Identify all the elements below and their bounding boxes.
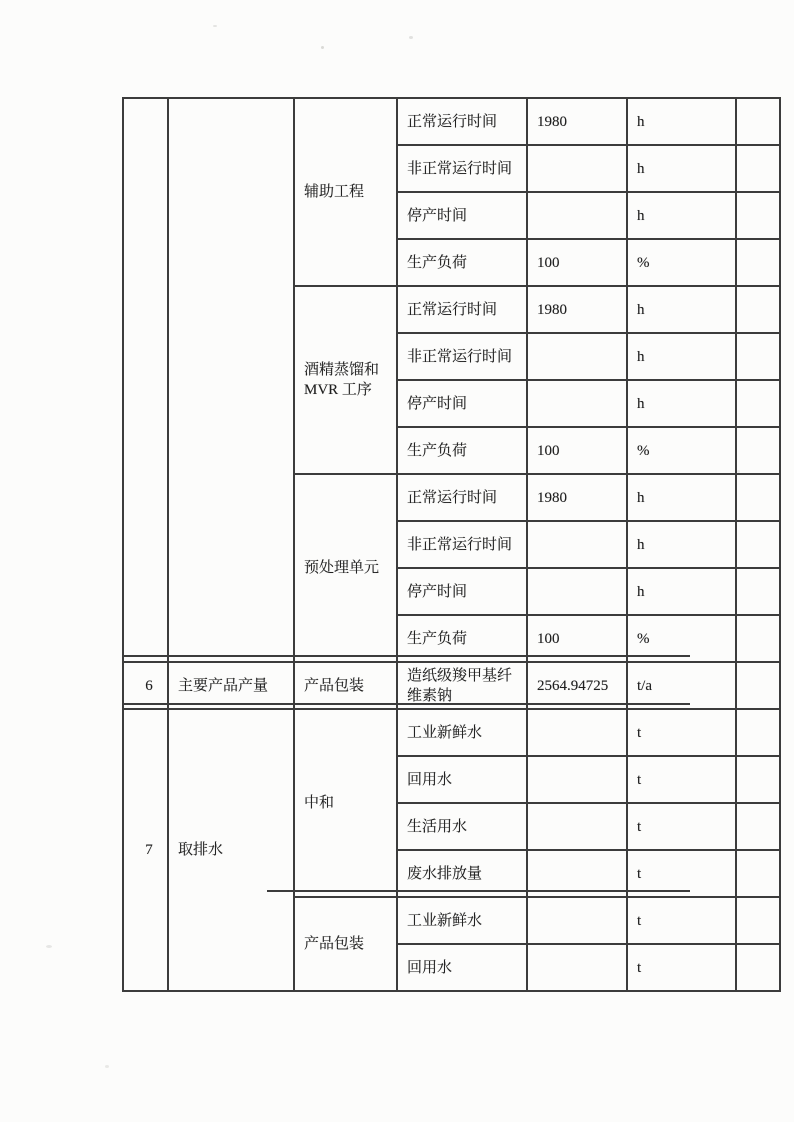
cell-note bbox=[736, 333, 780, 380]
scan-speck bbox=[409, 36, 413, 39]
cell-unit: t bbox=[627, 944, 736, 991]
cell-note bbox=[736, 380, 780, 427]
cell-unit: % bbox=[627, 427, 736, 474]
cell-value bbox=[527, 333, 627, 380]
cell-note bbox=[736, 944, 780, 991]
cell-index bbox=[123, 98, 168, 662]
cell-unit: h bbox=[627, 521, 736, 568]
cell-note bbox=[736, 709, 780, 756]
cell-value bbox=[527, 380, 627, 427]
cell-value bbox=[527, 803, 627, 850]
scan-speck bbox=[321, 46, 324, 49]
cell-note bbox=[736, 897, 780, 944]
cell-value bbox=[527, 521, 627, 568]
scan-double-line bbox=[122, 655, 690, 657]
cell-unit: h bbox=[627, 145, 736, 192]
cell-value: 1980 bbox=[527, 286, 627, 333]
cell-note bbox=[736, 239, 780, 286]
cell-unit: t bbox=[627, 850, 736, 897]
cell-parameter: 工业新鲜水 bbox=[397, 897, 527, 944]
cell-value bbox=[527, 145, 627, 192]
cell-note bbox=[736, 803, 780, 850]
cell-parameter: 正常运行时间 bbox=[397, 474, 527, 521]
cell-value bbox=[527, 568, 627, 615]
cell-value: 1980 bbox=[527, 98, 627, 145]
cell-index: 7 bbox=[123, 709, 168, 991]
cell-parameter: 停产时间 bbox=[397, 380, 527, 427]
cell-unit: t bbox=[627, 709, 736, 756]
cell-unit: t/a bbox=[627, 662, 736, 709]
cell-parameter: 停产时间 bbox=[397, 192, 527, 239]
cell-process: 产品包装 bbox=[294, 897, 397, 991]
scan-double-line bbox=[122, 703, 690, 705]
cell-note bbox=[736, 145, 780, 192]
cell-index: 6 bbox=[123, 662, 168, 709]
table-row bbox=[123, 98, 780, 145]
cell-unit: h bbox=[627, 98, 736, 145]
cell-parameter: 生产负荷 bbox=[397, 239, 527, 286]
cell-parameter: 回用水 bbox=[397, 944, 527, 991]
cell-unit: h bbox=[627, 474, 736, 521]
scan-speck bbox=[737, 470, 740, 473]
cell-process: 产品包装 bbox=[294, 662, 397, 709]
cell-process: 辅助工程 bbox=[294, 98, 397, 286]
cell-parameter: 正常运行时间 bbox=[397, 98, 527, 145]
cell-unit: h bbox=[627, 333, 736, 380]
scan-double-line bbox=[267, 890, 690, 892]
cell-unit: % bbox=[627, 239, 736, 286]
cell-value: 2564.94725 bbox=[527, 662, 627, 709]
cell-note bbox=[736, 662, 780, 709]
cell-process: 中和 bbox=[294, 709, 397, 897]
cell-value: 100 bbox=[527, 239, 627, 286]
cell-note bbox=[736, 521, 780, 568]
cell-unit: t bbox=[627, 756, 736, 803]
cell-note bbox=[736, 474, 780, 521]
cell-parameter: 造纸级羧甲基纤维素钠 bbox=[397, 662, 527, 709]
scan-speck bbox=[213, 25, 217, 27]
cell-value bbox=[527, 709, 627, 756]
cell-note bbox=[736, 615, 780, 662]
cell-value bbox=[527, 192, 627, 239]
cell-unit: t bbox=[627, 897, 736, 944]
cell-unit: h bbox=[627, 286, 736, 333]
cell-note bbox=[736, 850, 780, 897]
scan-speck bbox=[46, 945, 52, 948]
scan-speck bbox=[105, 1065, 109, 1068]
cell-note bbox=[736, 427, 780, 474]
cell-note bbox=[736, 756, 780, 803]
cell-process: 预处理单元 bbox=[294, 474, 397, 662]
cell-parameter: 回用水 bbox=[397, 756, 527, 803]
cell-category: 主要产品产量 bbox=[168, 662, 294, 709]
cell-unit: h bbox=[627, 568, 736, 615]
cell-parameter: 工业新鲜水 bbox=[397, 709, 527, 756]
cell-category bbox=[168, 98, 294, 662]
cell-value bbox=[527, 897, 627, 944]
cell-parameter: 非正常运行时间 bbox=[397, 521, 527, 568]
cell-parameter: 生产负荷 bbox=[397, 615, 527, 662]
cell-value bbox=[527, 944, 627, 991]
table-row bbox=[123, 709, 780, 756]
cell-value: 1980 bbox=[527, 474, 627, 521]
cell-note bbox=[736, 568, 780, 615]
cell-note bbox=[736, 192, 780, 239]
cell-parameter: 非正常运行时间 bbox=[397, 145, 527, 192]
cell-parameter: 停产时间 bbox=[397, 568, 527, 615]
cell-unit: h bbox=[627, 192, 736, 239]
cell-parameter: 非正常运行时间 bbox=[397, 333, 527, 380]
cell-value: 100 bbox=[527, 615, 627, 662]
cell-parameter: 生活用水 bbox=[397, 803, 527, 850]
cell-unit: h bbox=[627, 380, 736, 427]
cell-unit: % bbox=[627, 615, 736, 662]
cell-parameter: 生产负荷 bbox=[397, 427, 527, 474]
cell-category: 取排水 bbox=[168, 709, 294, 991]
cell-parameter: 正常运行时间 bbox=[397, 286, 527, 333]
cell-unit: t bbox=[627, 803, 736, 850]
cell-process: 酒精蒸馏和MVR 工序 bbox=[294, 286, 397, 474]
cell-parameter: 废水排放量 bbox=[397, 850, 527, 897]
table-row bbox=[123, 662, 780, 709]
cell-note bbox=[736, 286, 780, 333]
production-data-table bbox=[122, 97, 781, 992]
cell-value bbox=[527, 756, 627, 803]
cell-value: 100 bbox=[527, 427, 627, 474]
cell-note bbox=[736, 98, 780, 145]
